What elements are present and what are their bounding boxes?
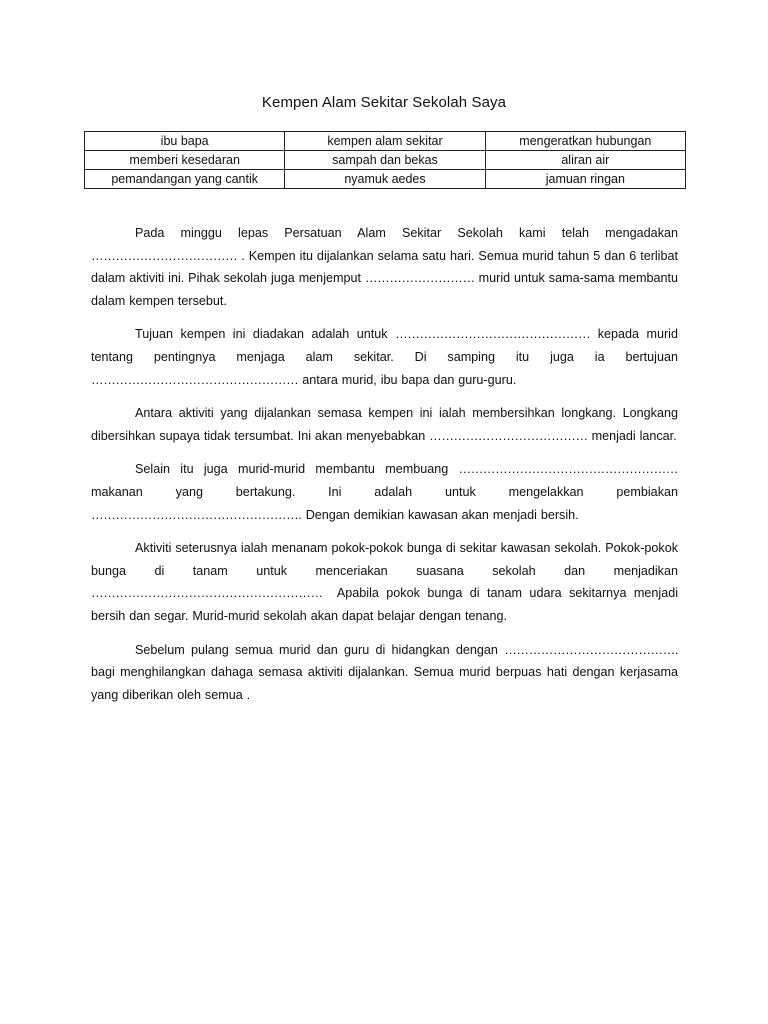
paragraph-text: Pada minggu lepas Persatuan Alam Sekitar Sekolah kami telah mengadakan <box>135 226 678 240</box>
table-cell: ibu bapa <box>85 132 285 151</box>
paragraph-text: Aktiviti seterusnya ialah menanam pokok-pokok bunga di sekitar kawasan sekolah. Pokok-pokok bunga di tanam untuk menceriakan suasana sekolah dan menjadikan <box>91 541 678 578</box>
paragraph-text: Selain itu juga murid-murid membantu membuang <box>135 462 449 477</box>
fill-in-blank: ……………………… <box>364 271 475 286</box>
paragraph-text: . Kempen itu dijalankan selama satu hari. Semua murid tahun 5 dan 6 terlibat dalam aktiviti ini. Pihak sekolah juga menjemput <box>91 248 678 286</box>
paragraph-text: makanan yang bertakung. Ini adalah untuk mengelakkan pembiakan <box>91 484 678 499</box>
table-cell: kempen alam sekitar <box>285 132 485 151</box>
fill-in-blank: ………………………………… <box>429 428 588 443</box>
paragraph-text: murid untuk sama-sama membantu dalam kempen tersebut. <box>91 271 678 308</box>
fill-in-blank: …………………………………………… <box>91 507 299 522</box>
paragraph-text: Sebelum pulang semua murid dan guru di hidangkan dengan <box>135 642 498 657</box>
worksheet-title: Kempen Alam Sekitar Sekolah Saya <box>261 94 507 111</box>
table-row <box>85 170 686 189</box>
paragraph-text: Antara aktiviti yang dijalankan semasa kempen ini ialah membersihkan longkang. Longkang dibersihkan supaya tidak tersumbat. Ini akan menyebabkan <box>91 406 678 443</box>
paragraph-text: . Dengan demikian kawasan akan menjadi bersih. <box>298 507 579 522</box>
paragraph-6 <box>91 639 678 707</box>
table-cell: jamuan ringan <box>485 170 685 189</box>
table-cell: pemandangan yang cantik <box>85 170 285 189</box>
table-cell: aliran air <box>485 151 685 170</box>
paragraph-2 <box>91 323 678 391</box>
table-cell: memberi kesedaran <box>85 151 285 170</box>
fill-in-blank: ………………………………………… <box>395 327 591 342</box>
fill-in-blank: ……………………………………………… <box>458 462 679 477</box>
paragraph-text: Apabila pokok bunga di tanam udara sekitarnya menjadi bersih dan segar. Murid-murid sekolah akan dapat belajar dengan tenang. <box>91 586 678 623</box>
paragraph-text: antara murid, ibu bapa dan guru-guru. <box>302 372 517 387</box>
passage <box>91 222 678 717</box>
table-cell: mengeratkan hubungan <box>485 132 685 151</box>
paragraph-5 <box>91 537 678 627</box>
fill-in-blank: ………………………………………………… <box>91 586 323 601</box>
paragraph-3 <box>91 402 678 447</box>
fill-in-blank: ……………………………… <box>91 248 238 263</box>
paragraph-text: kepada murid tentang pentingnya menjaga alam sekitar. Di samping itu juga ia bertujuan <box>91 327 678 364</box>
paragraph-text: Tujuan kempen ini diadakan adalah untuk <box>135 327 388 342</box>
fill-in-blank: ……………………………………. <box>504 642 678 657</box>
fill-in-blank: …………………………………………… <box>91 372 299 387</box>
paragraph-4 <box>91 458 678 526</box>
table-cell: sampah dan bekas <box>285 151 485 170</box>
word-bank-table <box>84 131 686 189</box>
table-row <box>85 132 686 151</box>
paragraph-text: bagi menghilangkan dahaga semasa aktiviti dijalankan. Semua murid berpuas hati dengan kerjasama yang diberikan oleh semua . <box>91 665 678 702</box>
paragraph-text: menjadi lancar. <box>591 428 677 443</box>
table-cell: nyamuk aedes <box>285 170 485 189</box>
table-row <box>85 151 686 170</box>
paragraph-1 <box>91 222 678 312</box>
